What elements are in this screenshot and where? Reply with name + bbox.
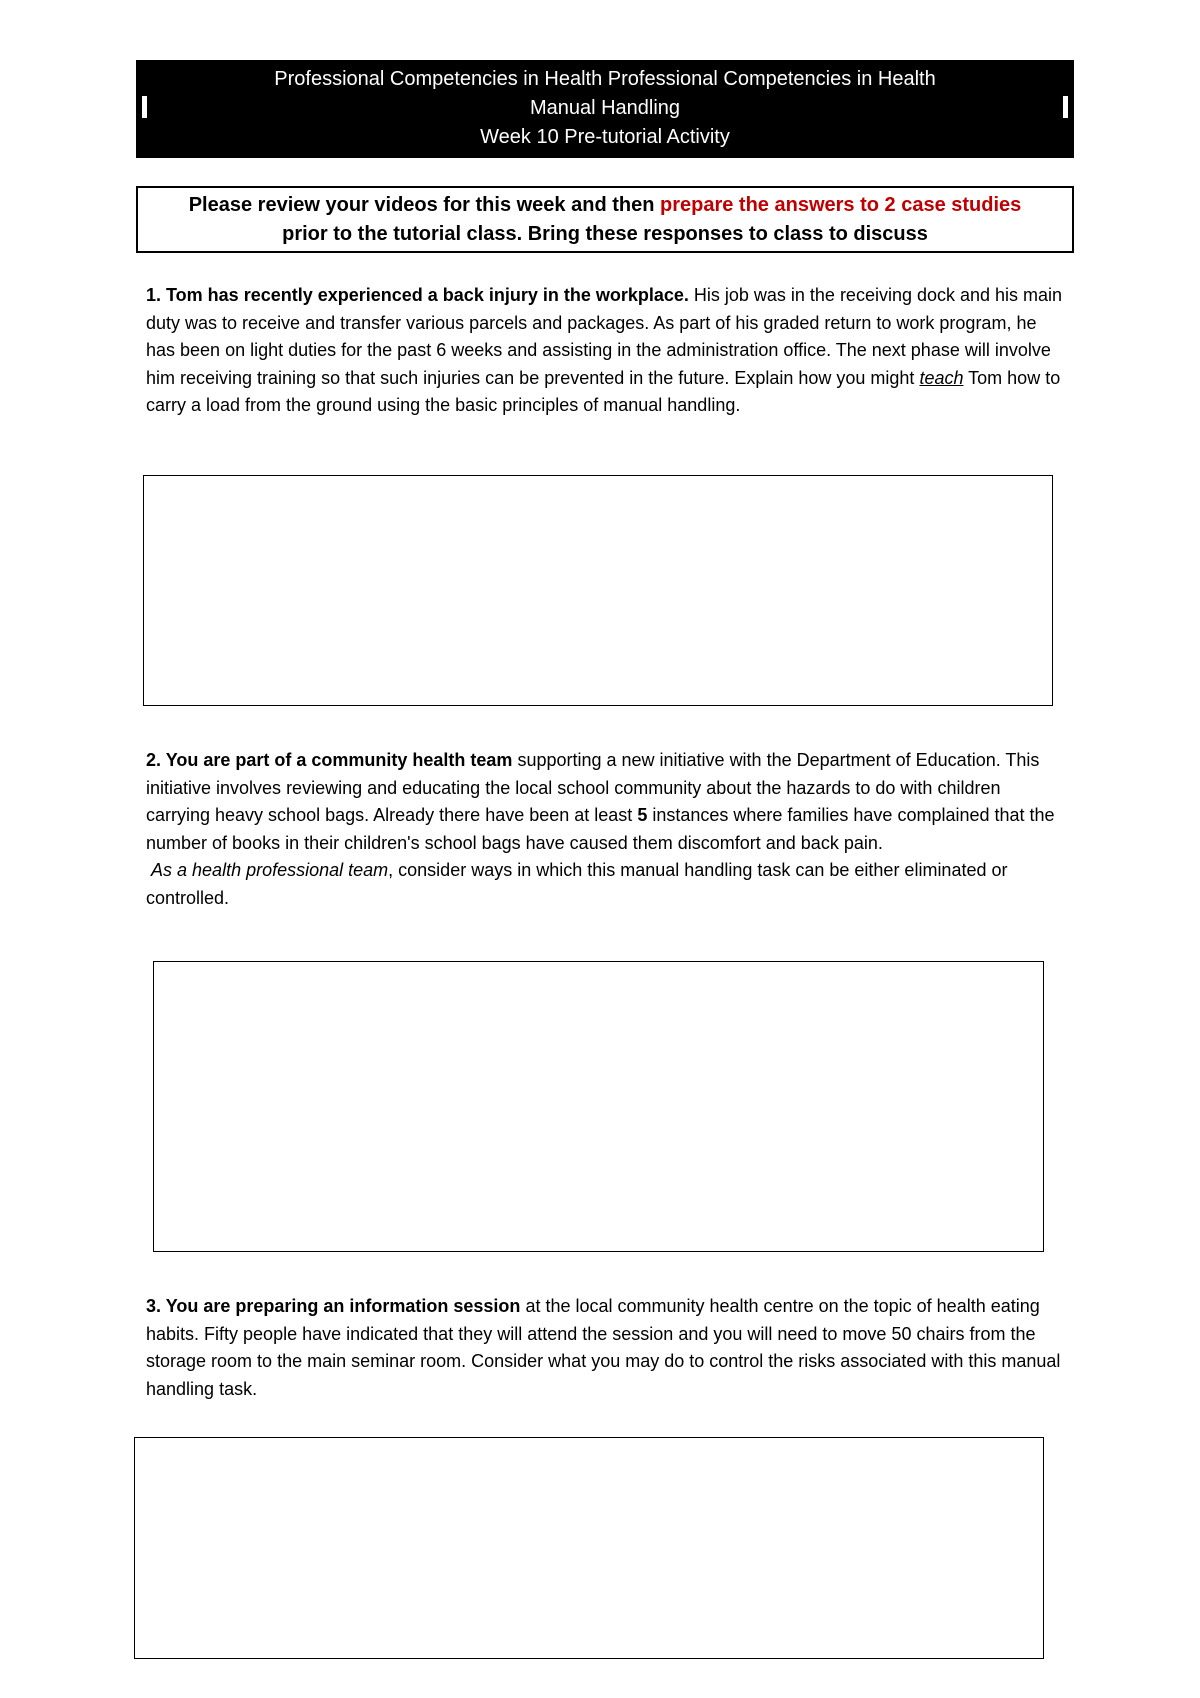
question-2-text-b: instances where families have complained that the number of books in their children's school bags have caused them discomfort and back pain. [146,805,1055,853]
question-2-text-c: , consider ways in which this manual handling task can be either eliminated or controlled. [146,860,1008,908]
question-2 [146,747,1066,912]
document-header [136,60,1074,158]
question-1 [146,282,1066,420]
answer-box-2[interactable] [153,961,1044,1252]
topic-title: Manual Handling [529,97,681,119]
activity-title: Week 10 Pre-tutorial Activity [480,126,730,148]
instructions-text-start: Please review your videos for this week and then [188,194,660,216]
question-2-italic: As a health professional team [151,860,389,880]
question-1-text-b: Tom how to carry a load from the ground using the basic principles of manual handling. [146,367,1061,415]
question-2-count: 5 [637,805,648,825]
header-left-marker [142,96,147,118]
question-1-lead: 1. Tom has recently experienced a back injury in the workplace. [146,285,689,305]
answer-box-3[interactable] [134,1437,1044,1659]
question-2-lead: 2. You are part of a community health team [146,750,513,770]
instructions-box [136,186,1074,253]
question-3-text: at the local community health centre on the topic of health eating habits. Fifty people have indicated that they will attend the session and you will need to move 50 chairs from the storage room to the main seminar room. Consider what you may do to control the risks associated with this manual handling task. [146,1296,1061,1399]
question-2-text-a: supporting a new initiative with the Department of Education. This initiative involves reviewing and educating the local school community about the hazards to do with children carrying heavy school bags. Already there have been at least [146,750,1040,825]
instructions-highlight: prepare the answers to 2 case studies [660,194,1022,216]
question-3 [146,1293,1066,1403]
instructions-text-end: prior to the tutorial class. Bring these responses to class to discuss [282,223,928,245]
header-right-marker [1063,96,1068,118]
question-1-emphasis: teach [919,367,964,388]
question-3-lead: 3. You are preparing an information session [146,1296,521,1316]
answer-box-1[interactable] [143,475,1053,706]
question-1-text-a: His job was in the receiving dock and his main duty was to receive and transfer various parcels and packages. As part of his graded return to work program, he has been on light duties for the past 6 weeks and assisting in the administration office. The next phase will involve him receiving training so that such injuries can be prevented in the future. Explain how you might [146,285,1063,388]
course-title: Professional Competencies in Health Professional Competencies in Health [274,68,936,90]
